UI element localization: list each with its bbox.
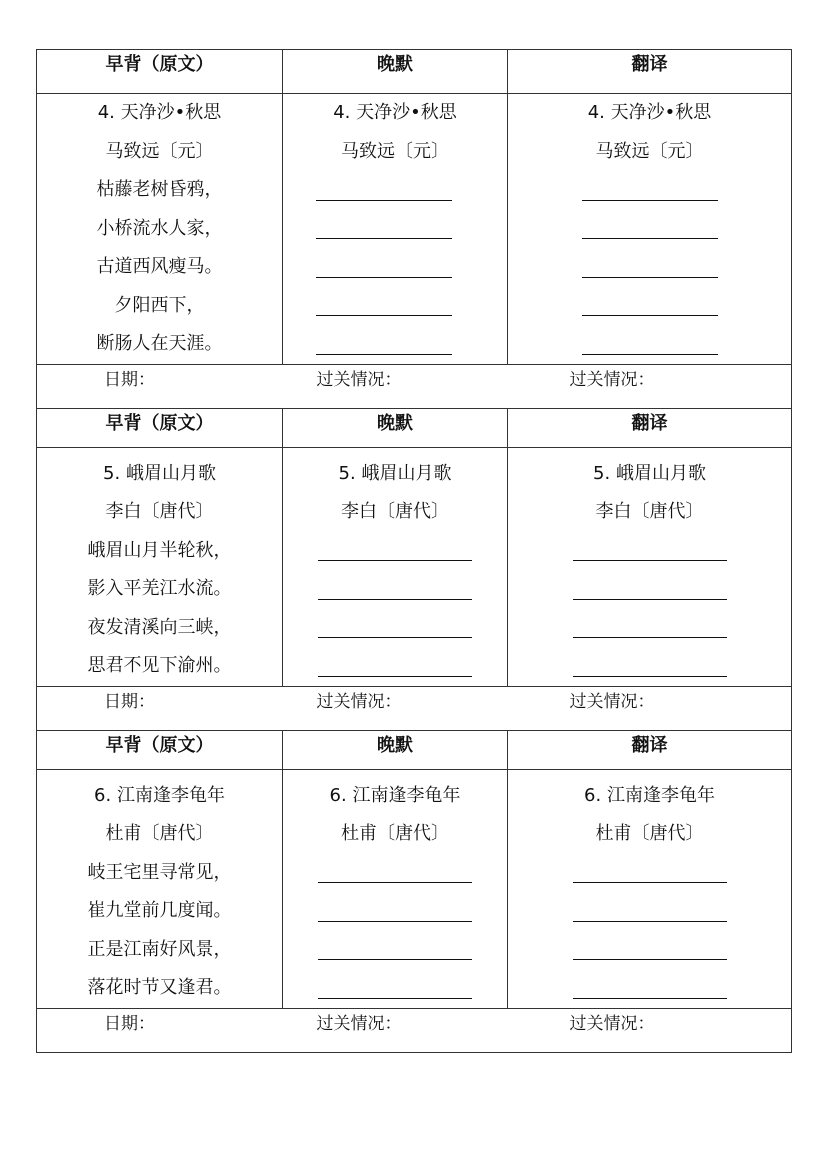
fill-blank-line[interactable]	[573, 676, 727, 677]
dictation-status-label: 过关情况：	[283, 364, 508, 408]
poem-title: 4. 天净沙•秋思	[587, 102, 712, 123]
poem-line: 正是江南好风景，	[87, 938, 232, 960]
poem-title: 6. 江南逢李龟年	[329, 784, 461, 806]
poem-line: 岐王宅里寻常见，	[87, 861, 232, 883]
dictation-status-label: 过关情况：	[283, 1008, 508, 1052]
section-body-row	[37, 447, 792, 686]
fill-blank-line[interactable]	[318, 921, 472, 922]
fill-blank-line[interactable]	[318, 637, 472, 638]
fill-blank-line[interactable]	[582, 354, 718, 355]
poem-author: 马致远〔元〕	[105, 140, 214, 162]
dictation-column	[283, 447, 508, 686]
poem-author: 李白〔唐代〕	[595, 501, 704, 522]
fill-blank-line[interactable]	[573, 599, 727, 600]
header-dictation: 晚默	[283, 408, 508, 447]
translation-column	[508, 769, 792, 1008]
header-translation: 翻译	[508, 730, 792, 769]
section-body-row	[37, 94, 792, 365]
original-column	[37, 447, 283, 686]
fill-blank-line[interactable]	[573, 959, 727, 960]
date-label: 日期：	[37, 686, 283, 730]
original-column	[37, 94, 283, 365]
header-dictation: 晚默	[283, 50, 508, 94]
poem-author: 杜甫〔唐代〕	[595, 823, 704, 844]
fill-blank-line[interactable]	[316, 277, 452, 278]
poem-title: 6. 江南逢李龟年	[94, 784, 225, 806]
fill-blank-line[interactable]	[573, 998, 727, 999]
date-label: 日期：	[37, 364, 283, 408]
fill-blank-line[interactable]	[573, 637, 727, 638]
translation-column	[508, 94, 792, 365]
original-column	[37, 769, 283, 1008]
fill-blank-line[interactable]	[582, 238, 718, 239]
translation-status-label: 过关情况：	[508, 364, 792, 408]
poem-line: 古道西风瘦马。	[96, 256, 223, 277]
dictation-column	[283, 94, 508, 365]
header-original: 早背（原文）	[37, 730, 283, 769]
poem-line: 崔九堂前几度闻。	[87, 900, 232, 921]
fill-blank-line[interactable]	[316, 315, 452, 316]
poem-line: 夜发清溪向三峡，	[87, 616, 232, 638]
fill-blank-line[interactable]	[582, 315, 718, 316]
header-original: 早背（原文）	[37, 408, 283, 447]
poem-title: 5. 峨眉山月歌	[593, 462, 706, 484]
section-header-row	[37, 730, 792, 769]
fill-blank-line[interactable]	[582, 200, 718, 201]
poem-line: 峨眉山月半轮秋，	[87, 539, 232, 561]
date-label: 日期：	[37, 1008, 283, 1052]
header-translation: 翻译	[508, 408, 792, 447]
poem-author: 李白〔唐代〕	[341, 501, 449, 522]
dictation-column	[283, 769, 508, 1008]
header-translation: 翻译	[508, 50, 792, 94]
translation-status-label: 过关情况：	[508, 1008, 792, 1052]
poem-line: 枯藤老树昏鸦，	[96, 179, 223, 200]
poem-line: 影入平羌江水流。	[87, 578, 232, 599]
fill-blank-line[interactable]	[573, 560, 727, 561]
poem-line: 夕阳西下，	[114, 294, 205, 316]
poem-line: 断肠人在天涯。	[96, 333, 223, 354]
poem-title: 5. 峨眉山月歌	[338, 462, 452, 484]
fill-blank-line[interactable]	[318, 560, 472, 561]
header-dictation: 晚默	[283, 730, 508, 769]
poem-author: 李白〔唐代〕	[105, 501, 214, 522]
recitation-sheet	[36, 49, 792, 1053]
dictation-status-label: 过关情况：	[283, 686, 508, 730]
section-body-row	[37, 769, 792, 1008]
section-header-row	[37, 408, 792, 447]
translation-status-label: 过关情况：	[508, 686, 792, 730]
poem-title: 5. 峨眉山月歌	[103, 462, 216, 484]
translation-column	[508, 447, 792, 686]
fill-blank-line[interactable]	[318, 676, 472, 677]
fill-blank-line[interactable]	[573, 882, 727, 883]
section-footer-row	[37, 686, 792, 730]
poem-author: 杜甫〔唐代〕	[105, 823, 214, 844]
poem-author: 马致远〔元〕	[341, 140, 449, 162]
poem-line: 思君不见下渝州。	[87, 655, 232, 676]
header-original: 早背（原文）	[37, 50, 283, 94]
fill-blank-line[interactable]	[573, 921, 727, 922]
poem-author: 马致远〔元〕	[595, 140, 704, 162]
poem-title: 4. 天净沙•秋思	[97, 102, 222, 123]
poem-title: 6. 江南逢李龟年	[584, 784, 715, 806]
section-header-row	[37, 50, 792, 94]
poem-line: 落花时节又逢君。	[87, 977, 232, 998]
fill-blank-line[interactable]	[582, 277, 718, 278]
fill-blank-line[interactable]	[316, 238, 452, 239]
poem-title: 4. 天净沙•秋思	[333, 102, 457, 123]
fill-blank-line[interactable]	[318, 599, 472, 600]
poem-line: 小桥流水人家，	[96, 217, 223, 239]
fill-blank-line[interactable]	[318, 998, 472, 999]
fill-blank-line[interactable]	[316, 200, 452, 201]
section-footer-row	[37, 1008, 792, 1052]
fill-blank-line[interactable]	[318, 882, 472, 883]
section-footer-row	[37, 364, 792, 408]
fill-blank-line[interactable]	[316, 354, 452, 355]
poem-author: 杜甫〔唐代〕	[341, 823, 449, 844]
fill-blank-line[interactable]	[318, 959, 472, 960]
